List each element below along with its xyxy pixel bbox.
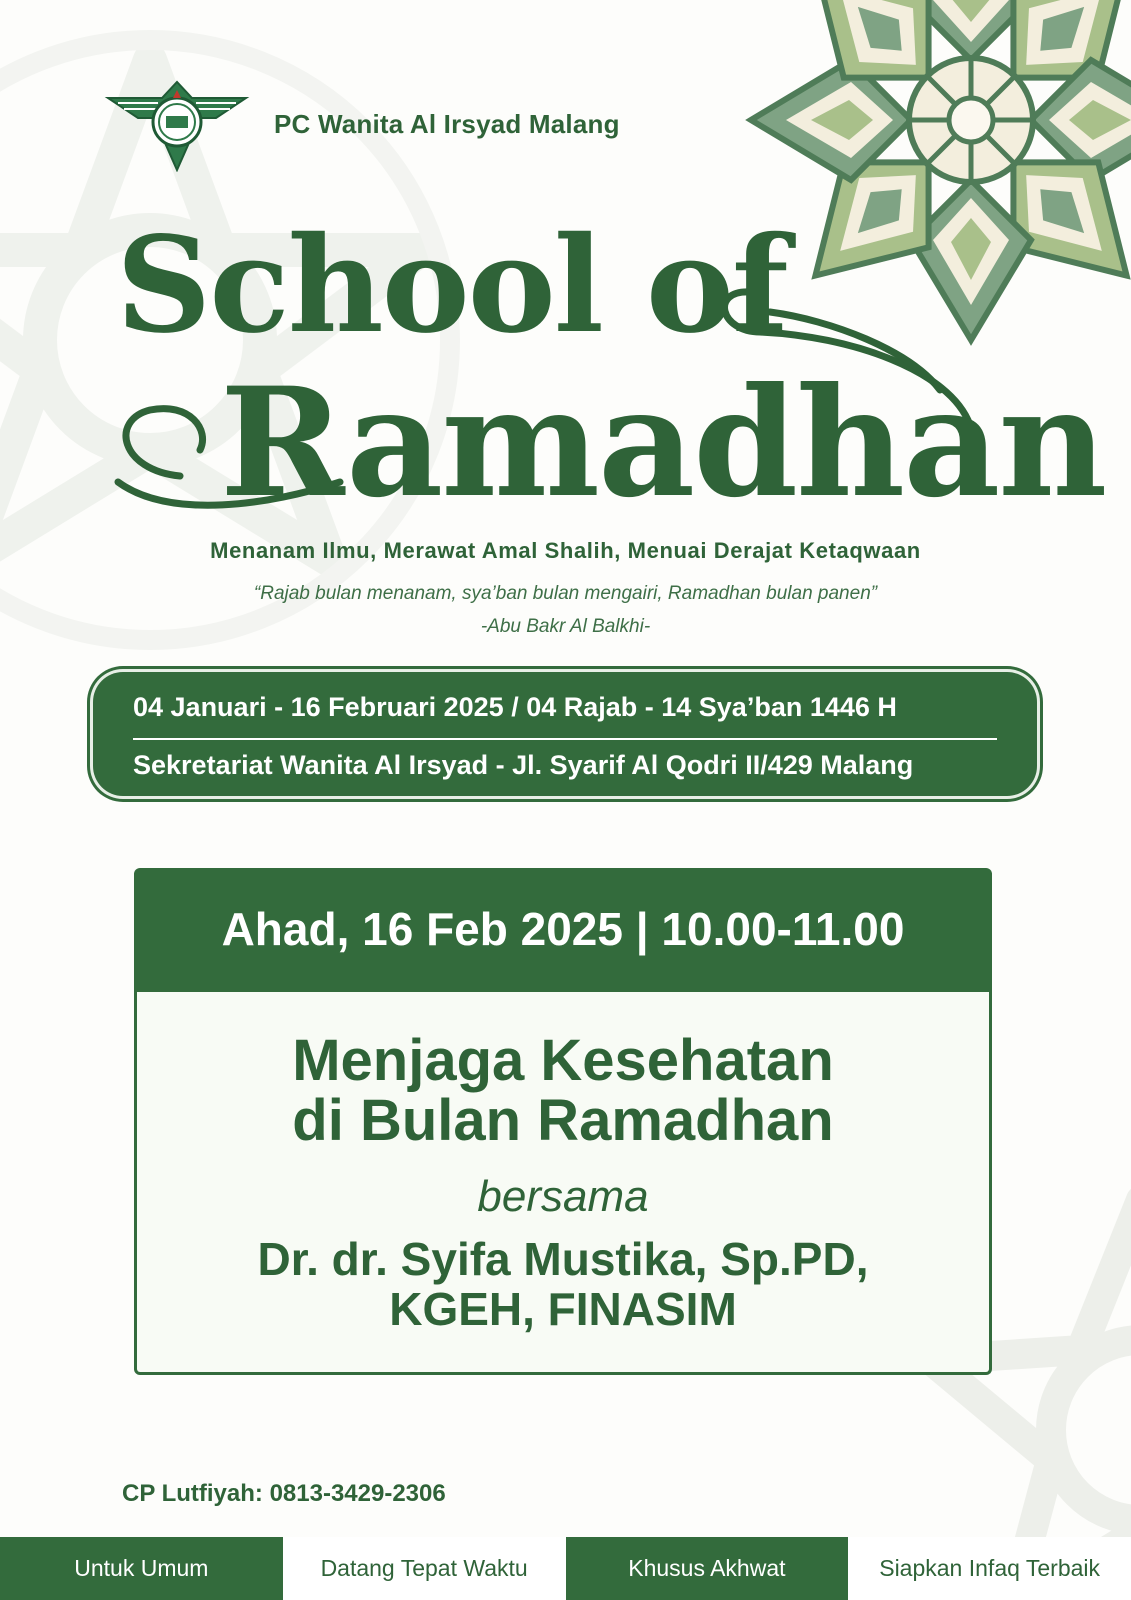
session-topic-line-2: di Bulan Ramadhan xyxy=(292,1088,834,1153)
header xyxy=(104,76,620,172)
speaker-name-line-1: Dr. dr. Syifa Mustika, Sp.PD, xyxy=(257,1233,869,1285)
session-body xyxy=(134,992,992,1375)
session-datetime: Ahad, 16 Feb 2025 | 10.00-11.00 xyxy=(221,903,905,955)
program-location: Sekretariat Wanita Al Irsyad - Jl. Syarif Al Qodri II/429 Malang xyxy=(133,750,914,780)
title-line-1: School of xyxy=(116,208,787,363)
footer-item-untuk-umum: Untuk Umum xyxy=(0,1537,283,1600)
title xyxy=(110,208,1106,540)
session-card xyxy=(134,868,992,1378)
footer-bar xyxy=(0,1537,1131,1600)
tagline: Menanam Ilmu, Merawat Amal Shalih, Menuai Derajat Ketaqwaan xyxy=(210,538,921,563)
quote-author: -Abu Bakr Al Balkhi- xyxy=(480,616,651,637)
with-label: bersama xyxy=(477,1172,649,1221)
info-divider xyxy=(133,738,997,740)
al-irsyad-emblem-icon xyxy=(104,76,250,172)
quote-text: “Rajab bulan menanam, sya’ban bulan mengairi, Ramadhan bulan panen” xyxy=(253,583,878,604)
contact-person: CP Lutfiyah: 0813-3429-2306 xyxy=(122,1480,446,1507)
footer-item-khusus-akhwat: Khusus Akhwat xyxy=(566,1537,849,1600)
organization-name: PC Wanita Al Irsyad Malang xyxy=(274,108,620,139)
program-dates: 04 Januari - 16 Februari 2025 / 04 Rajab - 14 Sya’ban 1446 H xyxy=(133,692,897,722)
speaker-name-line-2: KGEH, FINASIM xyxy=(389,1283,737,1335)
program-info-band xyxy=(93,672,1037,796)
title-line-2: Ramadhan xyxy=(220,355,1106,531)
footer-item-siapkan-infaq: Siapkan Infaq Terbaik xyxy=(848,1537,1131,1600)
session-header xyxy=(134,868,992,992)
footer-item-datang-tepat-waktu: Datang Tepat Waktu xyxy=(283,1537,566,1600)
session-topic-line-1: Menjaga Kesehatan xyxy=(292,1028,834,1093)
